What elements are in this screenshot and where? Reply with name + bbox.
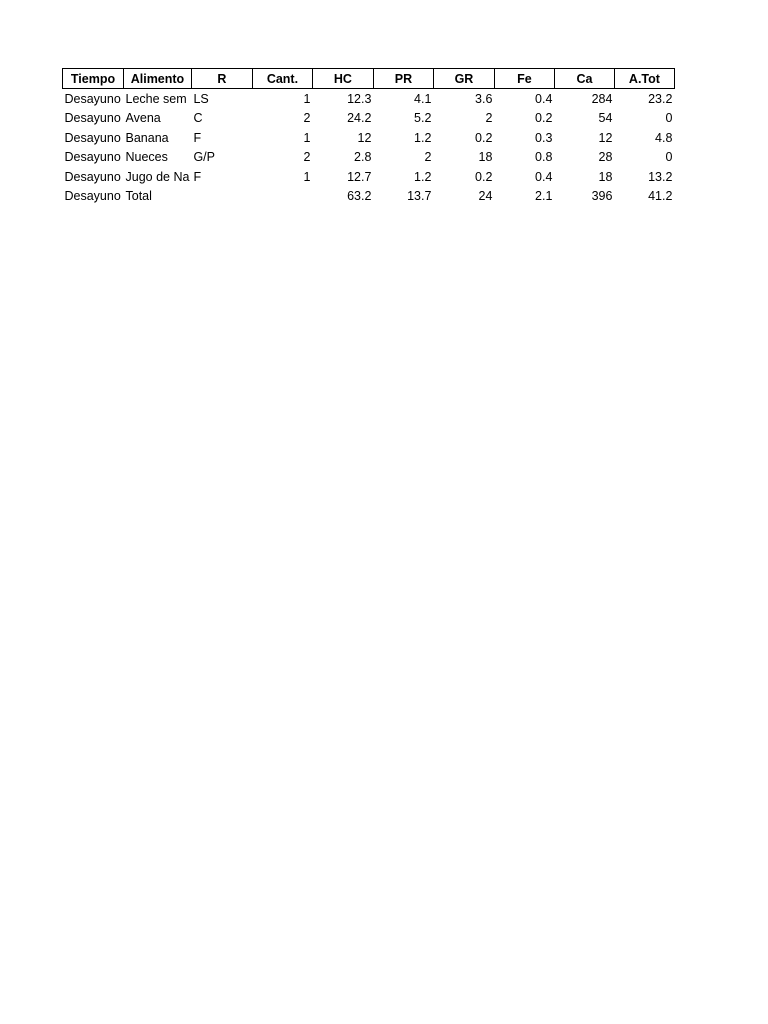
cell-r[interactable]: G/P	[193, 150, 215, 165]
cell-gr[interactable]: 18	[478, 150, 493, 165]
table-row	[63, 128, 675, 148]
cell-atot[interactable]: 41.2	[648, 189, 673, 204]
cell-tiempo[interactable]: Desayuno	[64, 130, 121, 145]
cell-alimento[interactable]: Avena	[125, 111, 161, 126]
table-row	[63, 167, 675, 187]
cell-r[interactable]: F	[193, 169, 202, 184]
cell-pr[interactable]: 5.2	[414, 111, 432, 126]
cell-gr[interactable]: 0.2	[475, 169, 493, 184]
cell-pr[interactable]: 4.1	[414, 91, 432, 106]
cell-cant[interactable]: 1	[303, 169, 311, 184]
cell-atot[interactable]: 0	[665, 111, 673, 126]
cell-atot[interactable]: 0	[665, 150, 673, 165]
cell-ca[interactable]: 18	[598, 169, 613, 184]
cell-atot[interactable]: 13.2	[648, 169, 673, 184]
cell-alimento[interactable]: Nueces	[125, 150, 168, 165]
cell-pr[interactable]: 1.2	[414, 169, 432, 184]
cell-atot[interactable]: 4.8	[655, 130, 673, 145]
cell-gr[interactable]: 3.6	[475, 91, 493, 106]
cell-pr[interactable]: 2	[424, 150, 432, 165]
cell-hc[interactable]: 63.2	[347, 189, 372, 204]
cell-ca[interactable]: 54	[598, 111, 613, 126]
cell-cant[interactable]: 1	[303, 91, 311, 106]
table-row	[63, 109, 675, 129]
cell-tiempo[interactable]: Desayuno	[64, 150, 121, 165]
total-row	[63, 187, 675, 207]
cell-r[interactable]: LS	[193, 91, 209, 106]
header-row	[63, 69, 675, 89]
cell-hc[interactable]: 2.8	[354, 150, 372, 165]
cell-r[interactable]: F	[193, 130, 202, 145]
cell-alimento[interactable]: Banana	[125, 130, 169, 145]
header-hc[interactable]: HC	[312, 69, 373, 89]
cell-pr[interactable]: 13.7	[407, 189, 432, 204]
cell-tiempo[interactable]: Desayuno	[64, 111, 121, 126]
header-r[interactable]: R	[191, 69, 252, 89]
cell-fe[interactable]: 2.1	[535, 189, 553, 204]
cell-fe[interactable]: 0.4	[535, 91, 553, 106]
cell-atot[interactable]: 23.2	[648, 91, 673, 106]
cell-ca[interactable]: 28	[598, 150, 613, 165]
cell-pr[interactable]: 1.2	[414, 130, 432, 145]
header-gr[interactable]: GR	[433, 69, 494, 89]
cell-fe[interactable]: 0.3	[535, 130, 553, 145]
spreadsheet-sheet	[62, 68, 675, 206]
cell-gr[interactable]: 24	[478, 189, 493, 204]
cell-ca[interactable]: 396	[591, 189, 613, 204]
header-fe[interactable]: Fe	[494, 69, 554, 89]
cell-gr[interactable]: 0.2	[475, 130, 493, 145]
cell-fe[interactable]: 0.8	[535, 150, 553, 165]
cell-tiempo[interactable]: Desayuno	[64, 91, 121, 106]
cell-alimento[interactable]: Total	[125, 189, 152, 204]
cell-alimento[interactable]: Jugo de Na	[125, 169, 190, 184]
header-alimento[interactable]: Alimento	[124, 69, 192, 89]
cell-tiempo[interactable]: Desayuno	[64, 169, 121, 184]
header-atot[interactable]: A.Tot	[614, 69, 674, 89]
cell-alimento[interactable]: Leche sem	[125, 91, 187, 106]
cell-ca[interactable]: 284	[591, 91, 613, 106]
cell-tiempo[interactable]: Desayuno	[64, 189, 121, 204]
cell-fe[interactable]: 0.4	[535, 169, 553, 184]
cell-cant[interactable]: 2	[303, 111, 311, 126]
cell-r[interactable]: C	[193, 111, 203, 126]
header-pr[interactable]: PR	[373, 69, 433, 89]
header-ca[interactable]: Ca	[554, 69, 614, 89]
cell-gr[interactable]: 2	[485, 111, 493, 126]
cell-fe[interactable]: 0.2	[535, 111, 553, 126]
nutrition-table	[62, 68, 675, 206]
cell-hc[interactable]: 24.2	[347, 111, 372, 126]
table-row	[63, 89, 675, 109]
cell-cant[interactable]: 1	[303, 130, 311, 145]
table-row	[63, 148, 675, 168]
cell-ca[interactable]: 12	[598, 130, 613, 145]
cell-hc[interactable]: 12.3	[347, 91, 372, 106]
cell-r[interactable]	[191, 187, 252, 207]
cell-hc[interactable]: 12.7	[347, 169, 372, 184]
cell-cant[interactable]: 2	[303, 150, 311, 165]
header-tiempo[interactable]: Tiempo	[63, 69, 124, 89]
cell-cant[interactable]	[252, 187, 312, 207]
cell-hc[interactable]: 12	[357, 130, 372, 145]
header-cant[interactable]: Cant.	[252, 69, 312, 89]
